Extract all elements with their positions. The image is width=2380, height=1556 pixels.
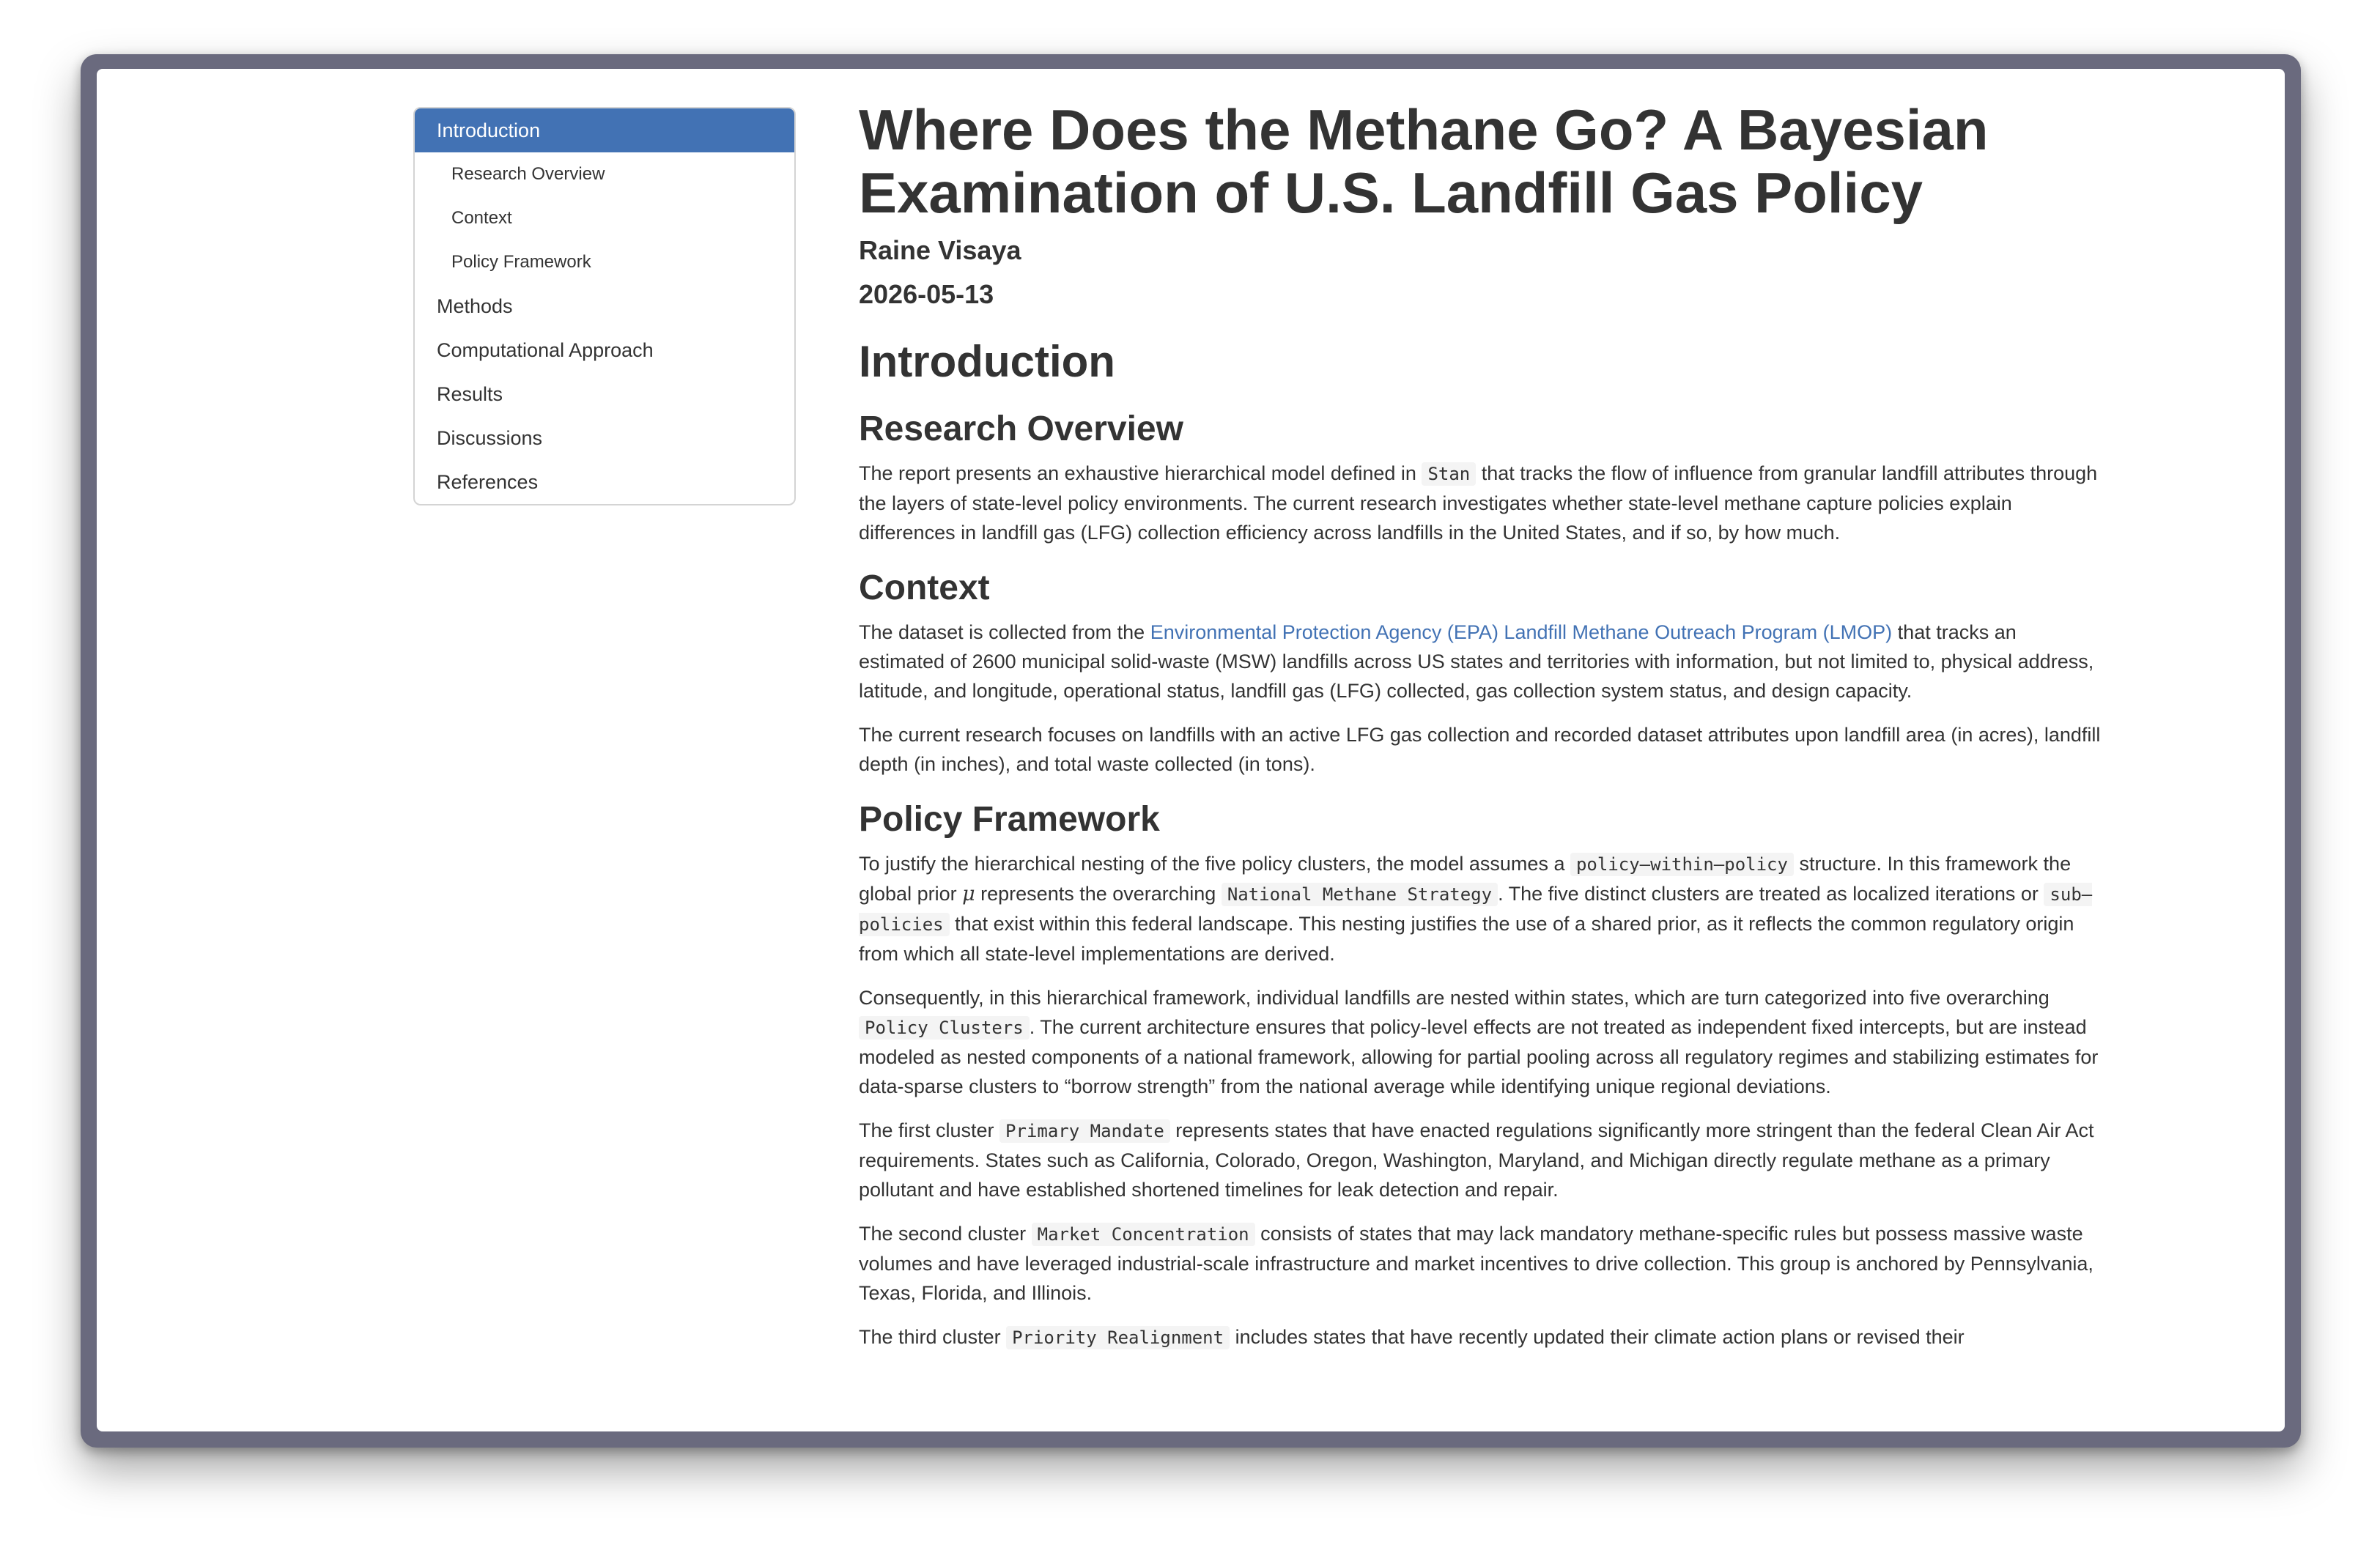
inline-code: Policy Clusters bbox=[859, 1016, 1030, 1040]
inline-code: Priority Realignment bbox=[1006, 1326, 1230, 1349]
lmop-link[interactable]: Environmental Protection Agency (EPA) Landfill Methane Outreach Program (LMOP) bbox=[1150, 621, 1893, 643]
policy-paragraph-2: Consequently, in this hierarchical framework, individual landfills are nested within states, which are turn categorized into five overarching Policy Clusters . The current architecture ensures that policy-level effects are not treated as independent fixed intercepts, but are instead modeled as nested components of a national framework, allowing for partial pooling across all regulatory regimes and stabilizing estimates for data-sparse clusters to “borrow strength” from the national average while identifying unique regional deviations. bbox=[859, 987, 2099, 1097]
policy-paragraph-4: The second cluster Market Concentration consists of states that may lack mandatory methane-specific rules but possess massive waste volumes and have leveraged industrial-scale infrastructure and market incentives to drive collection. This group is anchored by Pennsylvania, Texas, Florida, and Illinois. bbox=[859, 1223, 2093, 1304]
inline-code: policy–within–policy bbox=[1570, 853, 1794, 876]
section-heading-context: Context bbox=[859, 568, 990, 607]
table-of-contents bbox=[413, 107, 796, 505]
mu-symbol: μ bbox=[962, 883, 975, 905]
overview-paragraph: The report presents an exhaustive hierarchical model defined in Stan that tracks the flow of influence from granular landfill attributes through the layers of state-level policy environments. The current research investigates whether state-level methane capture policies explain differences in landfill gas (LFG) collection efficiency across landfills in the United States, and if so, by how much. bbox=[859, 462, 2098, 544]
document-author: Raine Visaya bbox=[859, 235, 1021, 265]
section-heading-policy-framework: Policy Framework bbox=[859, 800, 1160, 839]
context-paragraph-1: The dataset is collected from the Environmental Protection Agency (EPA) Landfill Methane Outreach Program (LMOP) that tracks an estimated of 2600 municipal solid-waste (MSW) landfills across US states and territories with information, but not limited to, physical address, latitude, and longitude, operational status, landfill gas (LFG) collected, gas collection system status, and design capacity. bbox=[859, 621, 2094, 702]
inline-code: National Methane Strategy bbox=[1222, 883, 1498, 906]
browser-window bbox=[81, 54, 2301, 1448]
policy-paragraph-1: To justify the hierarchical nesting of the five policy clusters, the model assumes a policy–within–policy structure. In this framework the global prior μ represents the overarching National Methane Strategy . The five distinct clusters are treated as localized iterations or sub–policies that exist within this federal landscape. This nesting justifies the use of a shared prior, as it reflects the common regulatory origin from which all state-level implementations are derived. bbox=[859, 853, 2093, 965]
page-viewport[interactable] bbox=[97, 69, 2285, 1431]
document-title: Where Does the Methane Go? A Bayesian Examination of U.S. Landfill Gas Policy bbox=[859, 97, 1989, 225]
toc-item-computational-approach[interactable]: Computational Approach bbox=[437, 339, 654, 361]
toc-item-introduction[interactable]: Introduction bbox=[415, 108, 794, 152]
toc-item-methods[interactable]: Methods bbox=[437, 295, 513, 317]
section-heading-research-overview: Research Overview bbox=[859, 410, 1183, 448]
toc-item-research-overview[interactable]: Research Overview bbox=[451, 164, 605, 184]
toc-item-policy-framework[interactable]: Policy Framework bbox=[451, 252, 591, 272]
toc-item-context[interactable]: Context bbox=[451, 208, 512, 228]
policy-paragraph-5: The third cluster Priority Realignment includes states that have recently updated their climate action plans or revised their bbox=[859, 1326, 1965, 1348]
inline-code: Primary Mandate bbox=[999, 1119, 1170, 1143]
toc-item-results[interactable]: Results bbox=[437, 383, 503, 405]
inline-code: Stan bbox=[1422, 462, 1476, 486]
main-content bbox=[859, 98, 2104, 1367]
section-heading-introduction: Introduction bbox=[859, 337, 1115, 386]
toc-item-references[interactable]: References bbox=[437, 471, 539, 493]
inline-code: Market Concentration bbox=[1032, 1223, 1255, 1246]
document-date: 2026-05-13 bbox=[859, 279, 994, 309]
inline-code: sub–policies bbox=[859, 884, 2093, 935]
context-paragraph-2: The current research focuses on landfills with an active LFG gas collection and recorded dataset attributes upon landfill area (in acres), landfill depth (in inches), and total waste collected (in tons). bbox=[859, 724, 2101, 775]
toc-item-discussions[interactable]: Discussions bbox=[437, 427, 543, 449]
policy-paragraph-3: The first cluster Primary Mandate represents states that have enacted regulations significantly more stringent than the federal Clean Air Act requirements. States such as California, Colorado, Oregon, Washington, Maryland, and Michigan directly regulate methane as a primary pollutant and have established shortened timelines for leak detection and repair. bbox=[859, 1119, 2094, 1201]
